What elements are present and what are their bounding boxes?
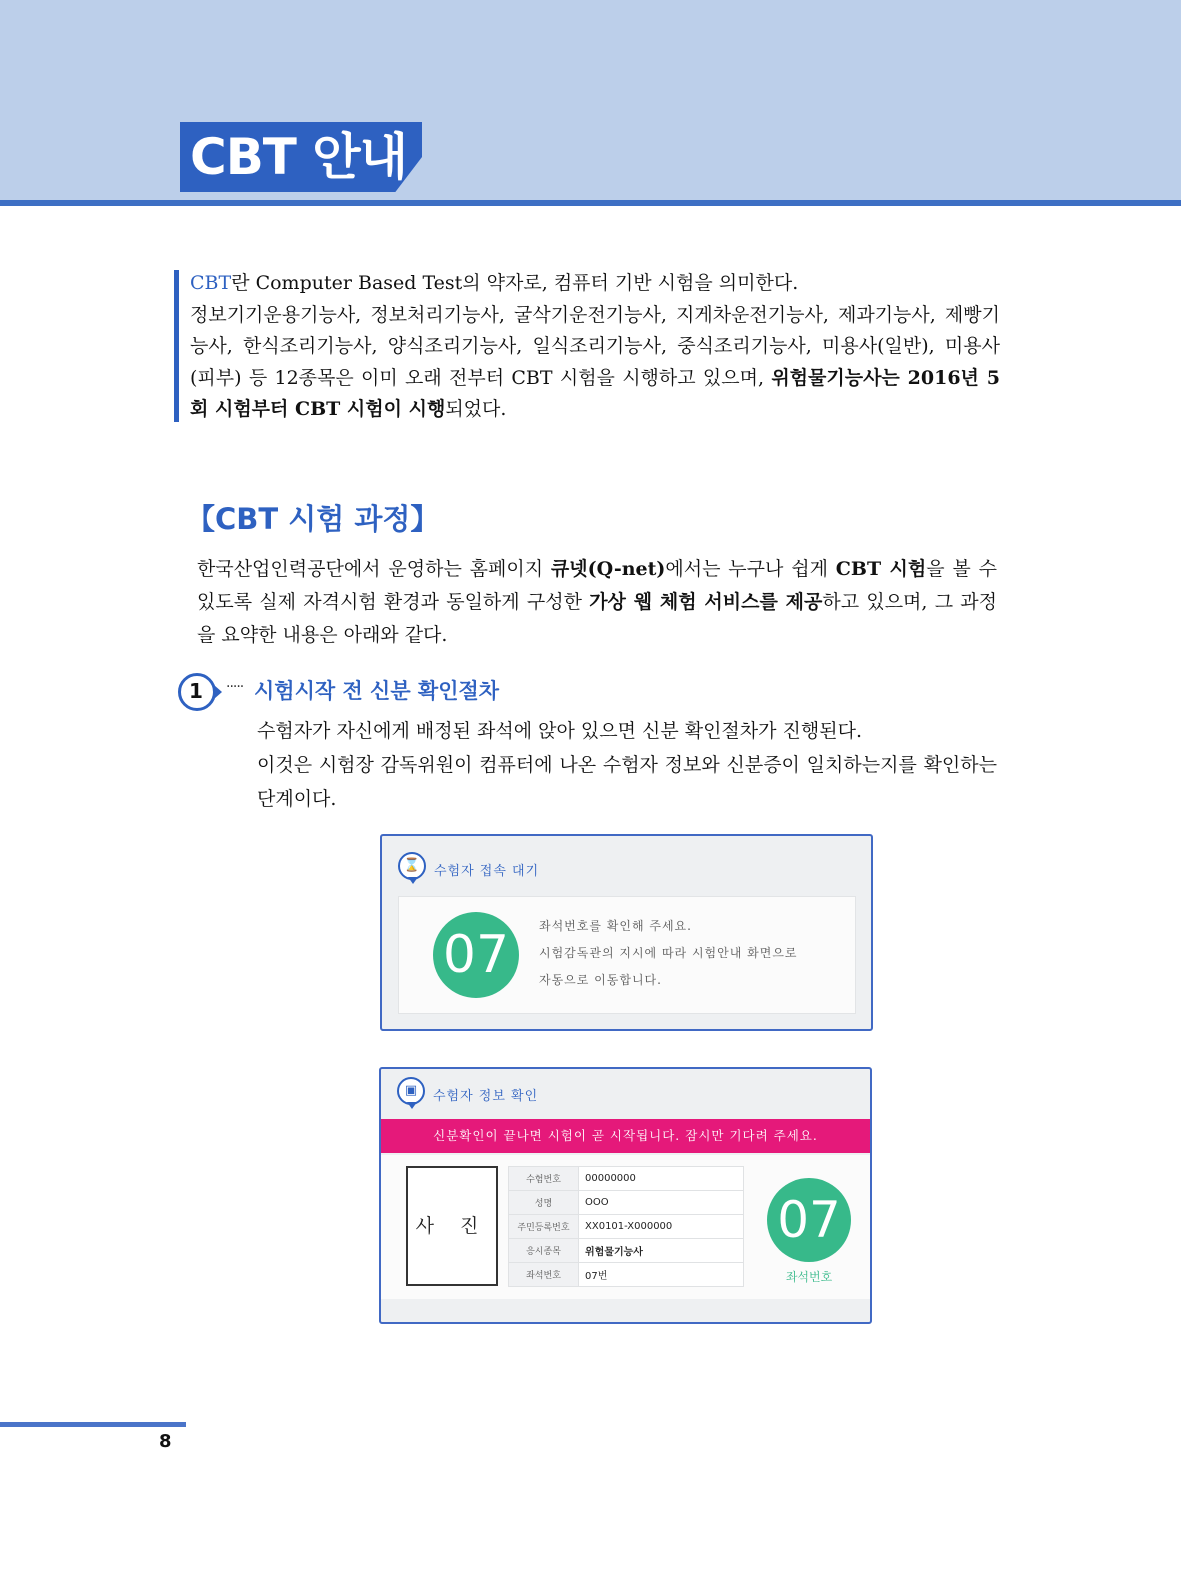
- intro-body-end: 되었다.: [445, 398, 507, 420]
- seat-number-label: 좌석번호: [785, 1270, 833, 1284]
- row-label: 수험번호: [509, 1167, 579, 1191]
- step-arrow-icon: [214, 685, 222, 699]
- waiting-message-2: 시험감독관의 지시에 따라 시험안내 화면으로: [539, 946, 798, 960]
- intro-body-bold: 위험물기능사는 2016년 5회 시험부터 CBT 시험이 시행: [190, 366, 1000, 420]
- section-heading: 【CBT 시험 과정】: [186, 502, 440, 536]
- intro-paragraph: [190, 268, 1000, 426]
- footer-rule: [0, 1422, 186, 1427]
- waiting-message-1: 좌석번호를 확인해 주세요.: [539, 919, 692, 933]
- row-value: XX0101-X000000: [579, 1215, 744, 1239]
- screen-info-title: 수험자 정보 확인: [433, 1089, 539, 1104]
- header-band: [0, 0, 1181, 200]
- table-row: [509, 1263, 744, 1287]
- examinee-info-table: [508, 1166, 744, 1287]
- step-description: [257, 714, 997, 816]
- header-rule: [0, 200, 1181, 206]
- process-bold-qnet: 큐넷(Q-net): [550, 558, 666, 580]
- table-row: [509, 1167, 744, 1191]
- waiting-message-3: 자동으로 이동합니다.: [539, 973, 662, 987]
- seat-number-circle: 07: [433, 912, 519, 998]
- photo-placeholder: 사 진: [406, 1166, 498, 1286]
- process-text-3: 을 볼 수 있도록 실제 자격시험 환경과 동일하게 구성한: [197, 558, 997, 613]
- notice-bar: 신분확인이 끝나면 시험이 곧 시작됩니다. 잠시만 기다려 주세요.: [381, 1119, 870, 1153]
- page-title: CBT 안내: [190, 128, 407, 186]
- intro-cbt-accent: CBT: [190, 272, 232, 294]
- row-value: 위험물기능사: [579, 1239, 744, 1263]
- step-number: 1: [189, 679, 203, 703]
- id-badge-icon: ▣: [397, 1077, 425, 1105]
- screen-info-panel: [379, 1067, 872, 1324]
- row-value: OOO: [579, 1191, 744, 1215]
- step-dots: ·····: [226, 679, 244, 695]
- screen-waiting-title: 수험자 접속 대기: [434, 864, 540, 879]
- process-text-2: 에서는 누구나 쉽게: [665, 558, 836, 580]
- intro-accent-bar: [174, 270, 179, 422]
- process-text-1: 한국산업인력공단에서 운영하는 홈페이지: [197, 558, 551, 580]
- process-text-4: 하고 있으며, 그 과정을 요약한 내용은 아래와 같다.: [197, 591, 997, 646]
- waiting-content-box: [398, 896, 856, 1014]
- row-value: 07번: [579, 1263, 744, 1287]
- intro-body: 정보기기운용기능사, 정보처리기능사, 굴삭기운전기능사, 지게차운전기능사, 제과기능사, 제빵기능사, 한식조리기능사, 양식조리기능사, 일식조리기능사, 중식조리기능사, 미용사(일반), 미용사(피부) 등 12종목은 이미 오래 전부터 CBT 시험을 시행하고 있으며,: [190, 303, 1000, 389]
- hourglass-icon: ⌛: [398, 852, 426, 880]
- process-paragraph: [197, 553, 997, 652]
- row-value: 00000000: [579, 1167, 744, 1191]
- intro-line1: 란 Computer Based Test의 약자로, 컴퓨터 기반 시험을 의미한다.: [231, 272, 799, 294]
- step-desc-line1: 수험자가 자신에게 배정된 좌석에 앉아 있으면 신분 확인절차가 진행된다.: [257, 720, 862, 742]
- screen-waiting-panel: [380, 834, 873, 1031]
- process-bold-cbt: CBT 시험: [835, 558, 927, 580]
- row-label: 좌석번호: [509, 1263, 579, 1287]
- row-label: 성명: [509, 1191, 579, 1215]
- page-number: 8: [159, 1431, 172, 1452]
- step-desc-line2: 이것은 시험장 감독위원이 컴퓨터에 나온 수험자 정보와 신분증이 일치하는지를 확인하는 단계이다.: [257, 754, 997, 810]
- table-row: [509, 1191, 744, 1215]
- info-content-box: [381, 1155, 870, 1299]
- step-title: 시험시작 전 신분 확인절차: [254, 679, 500, 703]
- row-label: 주민등록번호: [509, 1215, 579, 1239]
- table-row: [509, 1215, 744, 1239]
- process-bold-service: 가상 웹 체험 서비스를 제공: [589, 591, 823, 613]
- seat-number-circle: 07: [767, 1178, 851, 1262]
- table-row: [509, 1239, 744, 1263]
- row-label: 응시종목: [509, 1239, 579, 1263]
